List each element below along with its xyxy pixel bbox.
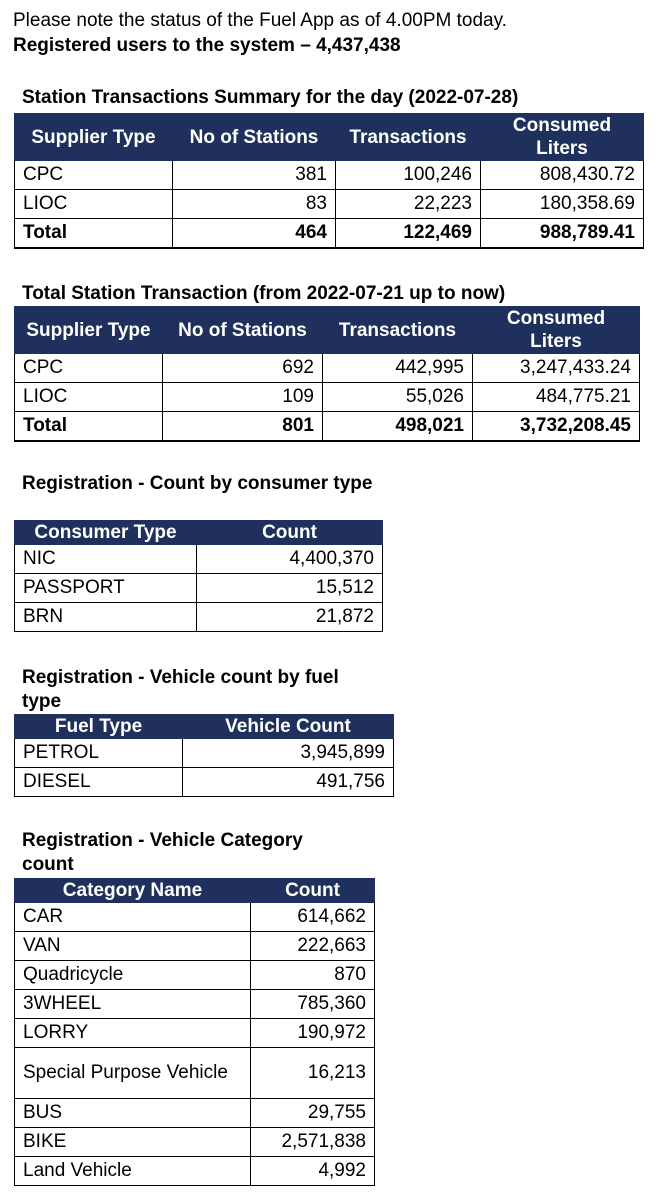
column-header: Category Name [15,879,251,903]
row-label: PASSPORT [15,574,197,603]
row-label: Quadricycle [15,961,251,990]
column-header: Vehicle Count [183,715,394,739]
row-value: 83 [173,190,336,219]
header-row [15,307,640,354]
table-row [15,990,375,1019]
column-header: No of Stations [173,114,336,161]
table-row [15,574,383,603]
row-value: 100,246 [336,161,481,190]
total-value: 464 [173,219,336,249]
consumer-type-table [14,520,383,632]
table-row [15,1128,375,1157]
table-row [15,1048,375,1099]
vehicle-category-title: Registration - Vehicle Category count [22,830,303,875]
status-note: Please note the status of the Fuel App as of 4.00PM today. [13,10,507,31]
row-value: 692 [163,354,323,383]
table-row [15,1019,375,1048]
total-label: Total [15,219,173,249]
table-row [15,161,644,190]
row-value: 808,430.72 [481,161,644,190]
row-value: 3,247,433.24 [473,354,640,383]
row-value: 15,512 [197,574,383,603]
row-value: 190,972 [251,1019,375,1048]
header-row [15,521,383,545]
cumulative-summary-title: Total Station Transaction (from 2022-07-21 up to now) [22,283,506,304]
table-row [15,932,375,961]
row-label: Special Purpose Vehicle [15,1048,251,1099]
row-value: 109 [163,383,323,412]
table-row [15,768,394,797]
row-label: CPC [15,161,173,190]
column-header: Supplier Type [15,307,163,354]
row-value: 29,755 [251,1099,375,1128]
total-value: 988,789.41 [481,219,644,249]
row-label: CAR [15,903,251,932]
total-row [15,219,644,249]
table-row [15,961,375,990]
column-header: Supplier Type [15,114,173,161]
row-value: 22,223 [336,190,481,219]
table-row [15,603,383,632]
row-value: 491,756 [183,768,394,797]
header-row [15,114,644,161]
total-value: 498,021 [323,412,473,442]
vehicle-category-table [14,878,375,1186]
table-row [15,354,640,383]
daily-summary-title: Station Transactions Summary for the day (2022-07-28) [22,87,519,108]
row-label: LORRY [15,1019,251,1048]
row-label: VAN [15,932,251,961]
cumulative-summary-table [14,306,640,442]
row-label: CPC [15,354,163,383]
total-value: 801 [163,412,323,442]
row-label: BRN [15,603,197,632]
total-row [15,412,640,442]
fuel-type-title: Registration - Vehicle count by fuel type [22,667,339,712]
row-label: NIC [15,545,197,574]
row-label: LIOC [15,383,163,412]
row-value: 16,213 [251,1048,375,1099]
table-row [15,739,394,768]
row-value: 442,995 [323,354,473,383]
row-value: 180,358.69 [481,190,644,219]
fuel-type-table [14,714,394,797]
consumer-type-title: Registration - Count by consumer type [22,473,373,494]
row-label: 3WHEEL [15,990,251,1019]
column-header: Transactions [323,307,473,354]
column-header: Consumed Liters [473,307,640,354]
row-label: BUS [15,1099,251,1128]
total-value: 122,469 [336,219,481,249]
table-row [15,903,375,932]
table-row [15,545,383,574]
table-row [15,1099,375,1128]
column-header: Fuel Type [15,715,183,739]
row-label: LIOC [15,190,173,219]
registered-users: Registered users to the system – 4,437,438 [13,35,401,56]
row-value: 21,872 [197,603,383,632]
row-value: 614,662 [251,903,375,932]
row-value: 222,663 [251,932,375,961]
column-header: Consumer Type [15,521,197,545]
header-row [15,879,375,903]
row-value: 3,945,899 [183,739,394,768]
column-header: Count [251,879,375,903]
table-row [15,190,644,219]
daily-summary-table [14,113,644,249]
row-value: 870 [251,961,375,990]
row-label: PETROL [15,739,183,768]
row-value: 55,026 [323,383,473,412]
row-value: 785,360 [251,990,375,1019]
row-label: BIKE [15,1128,251,1157]
row-value: 381 [173,161,336,190]
header-row [15,715,394,739]
row-value: 4,400,370 [197,545,383,574]
row-value: 484,775.21 [473,383,640,412]
table-row [15,1157,375,1186]
row-label: Land Vehicle [15,1157,251,1186]
column-header: Transactions [336,114,481,161]
row-value: 2,571,838 [251,1128,375,1157]
total-value: 3,732,208.45 [473,412,640,442]
table-row [15,383,640,412]
column-header: Count [197,521,383,545]
column-header: Consumed Liters [481,114,644,161]
column-header: No of Stations [163,307,323,354]
row-label: DIESEL [15,768,183,797]
row-value: 4,992 [251,1157,375,1186]
total-label: Total [15,412,163,442]
